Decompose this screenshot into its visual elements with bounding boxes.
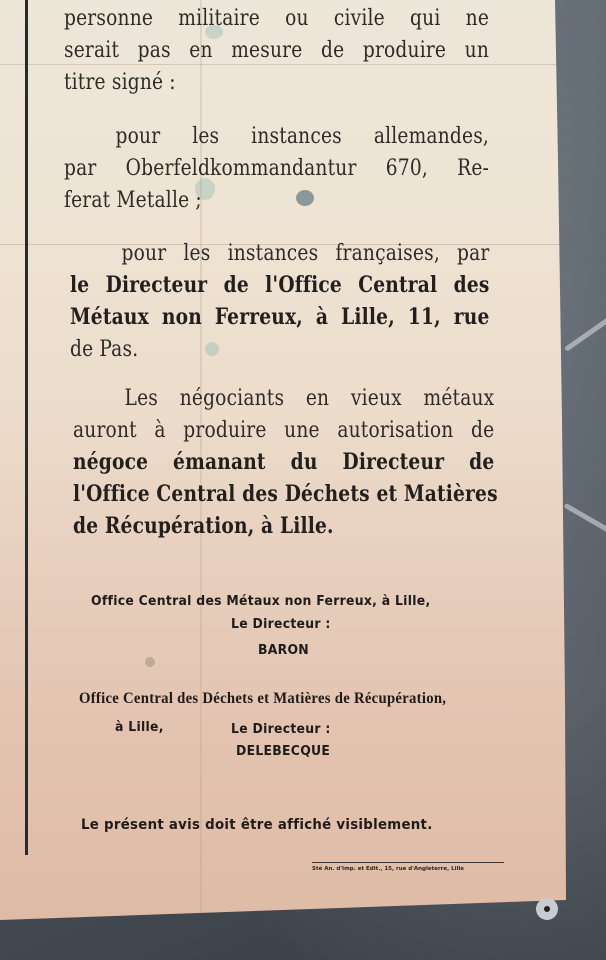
printer-rule: [312, 862, 504, 863]
display-notice: Le présent avis doit être affiché visiblement.: [81, 817, 433, 833]
paragraph-4: [73, 382, 498, 542]
signature-1-title: Le Directeur :: [231, 616, 331, 632]
paragraph-2: [64, 120, 489, 216]
text-line: par Oberfeldkommandantur 670, Re-: [64, 155, 490, 181]
text-line: titre signé :: [64, 69, 176, 95]
signature-1-office: Office Central des Métaux non Ferreux, à Lille,: [91, 593, 431, 609]
water-stain: [145, 657, 155, 667]
paragraph-3: [70, 237, 490, 365]
background-vein: [564, 313, 606, 352]
text-line: Les négociants en vieux métaux: [124, 385, 495, 411]
text-line: de Récupération, à Lille.: [73, 513, 334, 539]
signature-2-title: Le Directeur :: [231, 721, 331, 737]
signature-1-name: BARON: [258, 642, 309, 658]
text-line: le Directeur de l'Office Central des: [70, 272, 490, 298]
text-line: personne militaire ou civile qui ne: [64, 5, 490, 31]
border-rule: [25, 0, 28, 855]
text-line: pour les instances françaises, par: [121, 240, 490, 266]
text-line: auront à produire une autorisation de: [73, 417, 495, 443]
text-line: ferat Metalle ;: [64, 187, 202, 213]
pin-hole: [536, 898, 558, 920]
text-line: de Pas.: [70, 336, 139, 362]
printer-imprint: Sté An. d'Imp. et Edit., 15, rue d'Angleterre, Lille: [312, 866, 465, 872]
text-line: Métaux non Ferreux, à Lille, 11, rue: [70, 304, 490, 330]
text-line: pour les instances allemandes,: [115, 123, 490, 149]
text-line: négoce émanant du Directeur de: [73, 449, 495, 475]
signature-2-office: Office Central des Déchets et Matières de Récupération,: [79, 690, 447, 707]
signature-2-location: à Lille,: [115, 719, 164, 735]
text-line: l'Office Central des Déchets et Matières: [73, 481, 498, 507]
text-line: serait pas en mesure de produire un: [64, 37, 490, 63]
background-vein: [563, 503, 606, 542]
signature-2-name: DELEBECQUE: [236, 743, 331, 759]
paragraph-1: [64, 2, 489, 98]
